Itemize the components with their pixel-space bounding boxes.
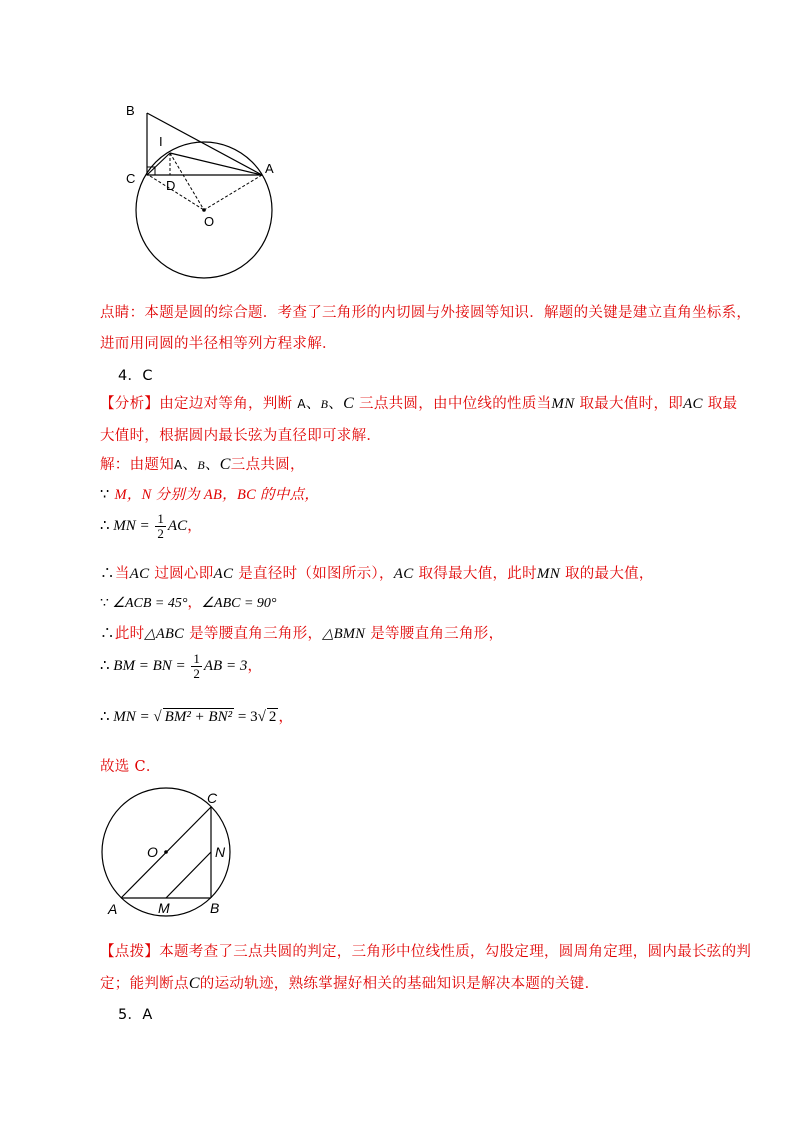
point-C: C — [343, 395, 355, 412]
segment-CO — [150, 176, 204, 210]
equation-1 — [100, 512, 202, 541]
analysis-text-a: 由定边对等角，判断 — [159, 396, 293, 412]
equation-3 — [100, 705, 293, 726]
triangle-ABC: △ABC — [144, 626, 185, 642]
point-C: C — [219, 456, 231, 473]
point-O — [164, 850, 168, 854]
separator: 、 — [204, 457, 220, 473]
segment-IA — [170, 153, 262, 175]
separator: 、 — [328, 396, 344, 412]
l6-c: 是等腰直角三角形， — [370, 626, 504, 642]
because-symbol: ∵ — [100, 596, 109, 611]
comma: ， — [187, 517, 203, 534]
fraction-den: 2 — [193, 666, 200, 681]
point-O — [202, 208, 206, 212]
comma: ， — [187, 596, 202, 611]
analysis-text-b: 三点共圆，由中位线的性质当 — [359, 396, 552, 412]
isosceles-line — [100, 622, 503, 643]
dianjing-line-2: 进而用同圆的半径相等列方程求解． — [100, 336, 337, 352]
separator: 、 — [305, 396, 321, 412]
analysis-line-1 — [100, 392, 737, 413]
fraction-num: 1 — [193, 651, 200, 666]
equation-2 — [100, 652, 262, 681]
fraction-half — [191, 652, 202, 681]
label-A: A — [108, 901, 118, 917]
separator: 、 — [182, 457, 198, 473]
because-symbol: ∵ — [100, 487, 110, 503]
label-A: A — [265, 161, 274, 176]
analysis-line-2: 大值时，根据圆内最长弦为直径即可求解． — [100, 428, 382, 444]
comma: ， — [278, 709, 294, 725]
segment-AC: AC — [213, 566, 234, 582]
eq3-left: MN = — [113, 709, 150, 725]
label-O: O — [147, 844, 158, 860]
analysis-text-d: 取最 — [707, 396, 738, 412]
question-5-number: 5．A — [118, 1007, 153, 1023]
fraction-half — [155, 512, 166, 541]
point-B: B — [320, 397, 329, 411]
label-N: N — [215, 844, 226, 860]
dianbo-text-1: 本题考查了三点共圆的判定，三角形中位线性质，勾股定理，圆周角定理，圆内最长弦的判 — [159, 944, 752, 960]
angle-ABC: ∠ABC = 90° — [201, 596, 277, 611]
point-C: C — [188, 975, 200, 992]
l6-b: 是等腰直角三角形， — [189, 626, 323, 642]
dianbo-line-2 — [100, 972, 599, 993]
l4-c: 是直径时（如图所示）， — [238, 566, 394, 582]
l6-a: 此时 — [114, 626, 145, 642]
segment-BA — [147, 113, 262, 175]
eq1-right: AC — [167, 517, 188, 534]
l4-e: 取的最大值， — [564, 566, 654, 582]
solution-text-b: 三点共圆， — [230, 457, 305, 473]
solution-line-1 — [100, 453, 305, 474]
choose-answer: 故选 C． — [100, 759, 161, 775]
figure-circle-triangle — [95, 785, 245, 920]
point-A: A — [174, 458, 183, 472]
dianbo-text-2b: 的运动轨迹，熟练掌握好相关的基础知识是解决本题的关键． — [199, 976, 600, 992]
label-I: I — [159, 134, 163, 149]
midpoint-line — [100, 483, 319, 504]
therefore-symbol: ∴ — [100, 517, 110, 534]
fraction-den: 2 — [157, 526, 164, 541]
midpoint-text: M，N 分别为 AB，BC 的中点， — [114, 487, 320, 503]
therefore-symbol: ∴ — [100, 626, 115, 642]
dianjing-line-1: 点睛：本题是圆的综合题．考查了三角形的内切圆与外接圆等知识．解题的关键是建立直角坐标系， — [100, 305, 752, 321]
eq3-right: = 3 — [237, 709, 258, 725]
triangle-BMN: △BMN — [322, 626, 366, 642]
point-B: B — [197, 458, 205, 472]
solution-text-a: 解：由题知 — [100, 457, 174, 473]
question-4-number: 4．C — [118, 368, 153, 384]
radicand-2: 2 — [268, 709, 277, 725]
fraction-num: 1 — [157, 511, 164, 526]
segment-MN — [166, 852, 211, 898]
sqrt-symbol: √ — [257, 709, 266, 725]
line-diameter — [100, 562, 654, 583]
sqrt-symbol: √ — [153, 709, 162, 725]
l4-a: 当 — [114, 566, 130, 582]
segment-MN: MN — [551, 396, 575, 412]
segment-AC: AC — [393, 566, 414, 582]
point-A: A — [297, 397, 306, 411]
comma: ， — [247, 657, 263, 674]
label-O: O — [204, 214, 215, 229]
dianbo-text-2a: 定；能判断点 — [100, 976, 189, 992]
l4-d: 取得最大值，此时 — [418, 566, 537, 582]
eq2-left: BM = BN = — [113, 657, 186, 674]
angles-line — [100, 592, 277, 612]
l4-b: 过圆心即 — [154, 566, 214, 582]
segment-AC: AC — [683, 396, 703, 412]
label-C: C — [126, 171, 136, 186]
dianbo-line-1 — [100, 940, 751, 961]
label-B: B — [210, 900, 220, 916]
segment-CI — [147, 153, 170, 175]
segment-AC: AC — [129, 566, 150, 582]
angle-ACB: ∠ACB = 45° — [112, 596, 188, 611]
figure-incircle-circumcircle — [110, 95, 300, 285]
therefore-symbol: ∴ — [100, 709, 110, 725]
label-C: C — [207, 790, 218, 806]
dianbo-tag: 【点拨】 — [100, 944, 160, 960]
analysis-tag: 【分析】 — [100, 396, 160, 412]
label-M: M — [158, 900, 170, 916]
eq2-right: AB = 3 — [203, 657, 248, 674]
segment-MN: MN — [536, 566, 561, 582]
segment-AO — [204, 175, 262, 210]
analysis-text-c: 取最大值时，即 — [579, 396, 684, 412]
label-B: B — [126, 103, 135, 118]
radicand: BM² + BN² — [164, 709, 233, 725]
therefore-symbol: ∴ — [100, 566, 115, 582]
eq1-left: MN = — [113, 517, 150, 534]
label-D: D — [166, 178, 176, 193]
therefore-symbol: ∴ — [100, 657, 110, 674]
